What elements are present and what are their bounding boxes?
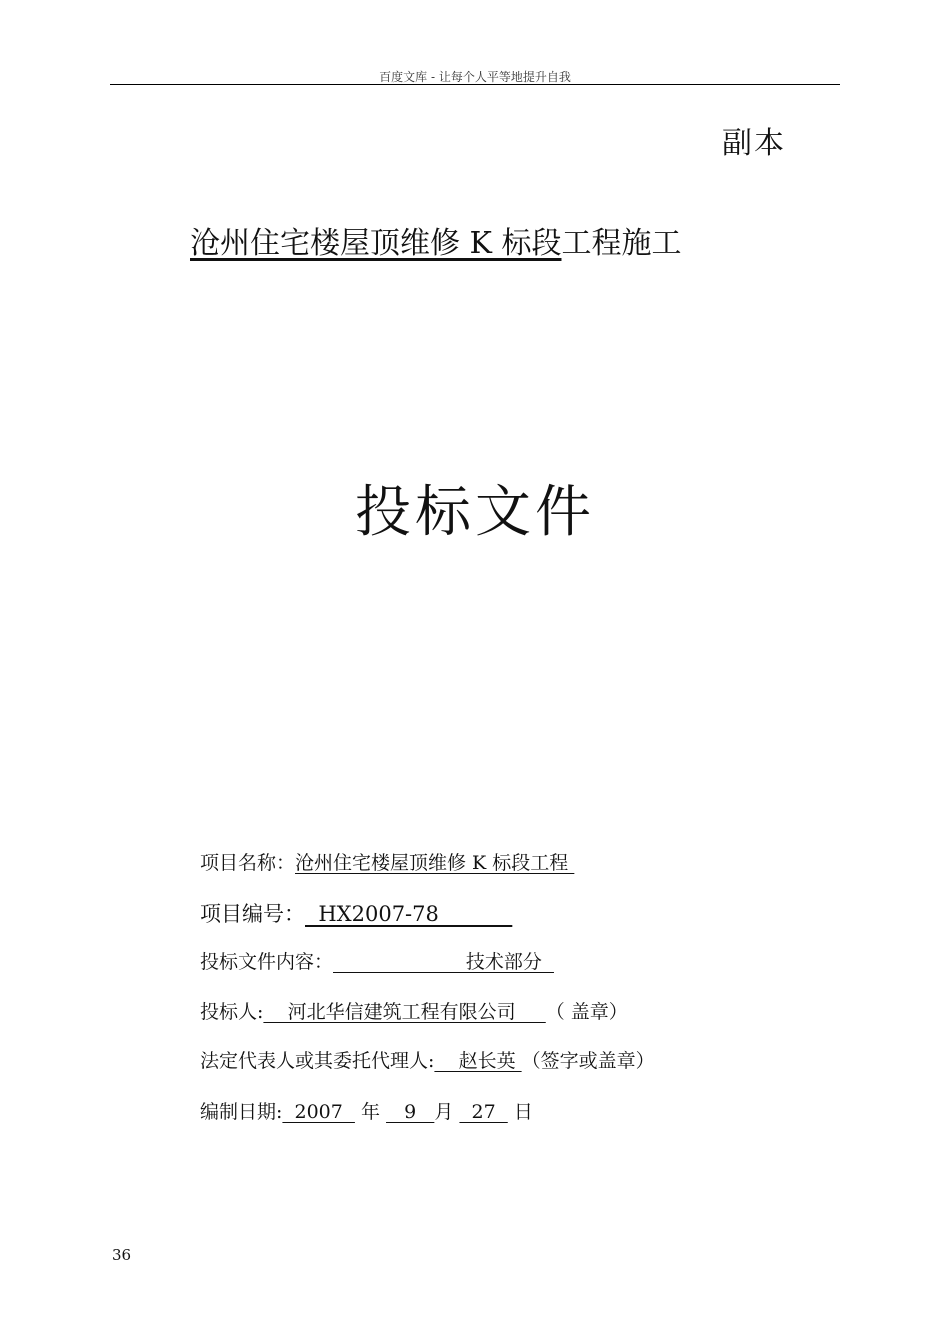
date-label: 编制日期: (200, 1101, 283, 1123)
date-year-unit: 年 (360, 1101, 380, 1123)
project-name-value: 沧州住宅楼屋顶维修 K 标段工程 (295, 852, 575, 874)
project-name-label: 项目名称： (200, 852, 296, 874)
bidder-suffix: （ 盖章） (545, 1001, 628, 1023)
date-day: 27 (459, 1101, 508, 1123)
bidder-field (200, 997, 628, 1024)
project-name-field (200, 848, 574, 875)
copy-label: 副本 (722, 126, 786, 161)
header-divider (110, 84, 840, 85)
content-field (200, 947, 554, 974)
date-month-unit: 月 (434, 1101, 454, 1123)
page-number: 36 (112, 1246, 132, 1264)
date-year: 2007 (282, 1101, 355, 1123)
project-number-field (200, 898, 512, 928)
project-number-label: 项目编号： (200, 902, 305, 926)
bidder-label: 投标人: (200, 1001, 264, 1023)
representative-label: 法定代表人或其委托代理人: (200, 1050, 435, 1072)
date-field (200, 1097, 533, 1124)
representative-value: 赵长英 (434, 1050, 522, 1072)
project-number-value: HX2007-78 (305, 902, 513, 926)
project-title-underlined: 沧州住宅楼屋顶维修 K 标段 (190, 226, 562, 261)
project-title (190, 218, 681, 262)
representative-suffix: （签字或盖章） (521, 1050, 655, 1072)
date-month: 9 (386, 1101, 435, 1123)
project-title-rest: 工程施工 (561, 226, 682, 261)
representative-field (200, 1046, 655, 1073)
bidder-value: 河北华信建筑工程有限公司 (263, 1001, 546, 1023)
content-label: 投标文件内容： (200, 951, 334, 973)
content-value: 技术部分 (333, 951, 554, 973)
document-title: 投标文件 (355, 480, 595, 545)
date-day-unit: 日 (513, 1101, 533, 1123)
header-site-text: 百度文库 - 让每个人平等地提升自我 (379, 70, 571, 84)
